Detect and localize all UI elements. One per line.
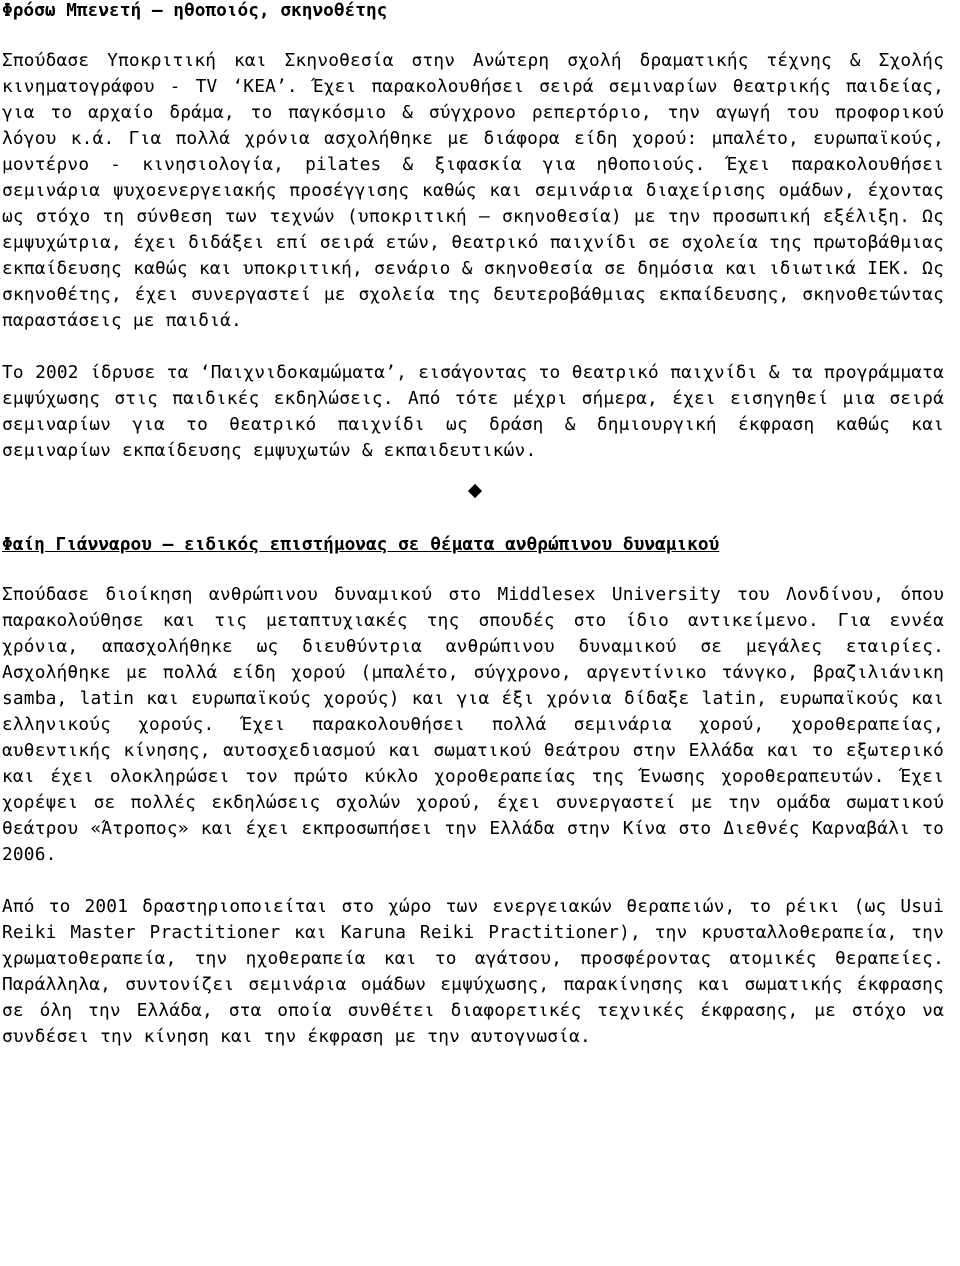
paragraph: Σπούδασε διοίκηση ανθρώπινου δυναμικού στο Middlesex University του Λονδίνου, όπου παρακολούθησε και τις μεταπτυχιακές της σπουδές στο ίδιο αντικείμενο. Για εννέα χρόνια, απασχολήθηκε ως διευθύντρια ανθρώπινου δυναμικού σε μεγάλες εταιρίες. Ασχολήθηκε με πολλά είδη χορού (μπαλέτο, σύγχρονο, αργεντίνικο τάνγκο, βραζιλιάνικη samba, latin και ευρωπαϊκούς χορούς) και για έξι χρόνια δίδαξε latin, ευρωπαϊκούς και ελληνικούς χορούς. Έχει παρακολουθήσει πολλά σεμινάρια χορού, χοροθεραπείας, αυθεντικής κίνησης, αυτοσχεδιασμού και σωματικού θεάτρου στην Ελλάδα και το εξωτερικό και έχει ολοκληρώσει τον πρώτο κύκλο χοροθεραπείας της Ένωσης χοροθεραπευτών. Έχει χορέψει σε πολλές εκδηλώσεις σχολών χορού, έχει συνεργαστεί με την ομάδα σωματικού θεάτρου «Άτροπος» και έχει εκπροσωπήσει την Ελλάδα στην Κίνα στο Διεθνές Καρναβάλι το 2006. xyxy=(2,584,944,865)
paragraph: Το 2002 ίδρυσε τα ‘Παιχνιδοκαμώματα’, εισάγοντας το θεατρικό παιχνίδι & τα προγράμματα εμψύχωσης στις παιδικές εκδηλώσεις. Από τότε μέχρι σήμερα, έχει εισηγηθεί μια σειρά σεμιναρίων για το θεατρικό παιχνίδι ως δράση & δημιουργική έκφραση καθώς και σεμιναρίων εκπαίδευσης εμψυχωτών & εκπαιδευτικών. xyxy=(2,362,944,461)
paragraph: Σπούδασε Υποκριτική και Σκηνοθεσία στην Ανώτερη σχολή δραματικής τέχνης & Σχολής κινηματογράφου - TV ‘ΚΕΑ’. Έχει παρακολουθήσει σειρά σεμιναρίων θεατρικής παιδείας, για το αρχαίο δράμα, το παγκόσμιο & σύγχρονο ρεπερτόριο, την αγωγή του προφορικού λόγου κ.ά. Για πολλά χρόνια ασχολήθηκε με διάφορα είδη χορού: μπαλέτο, ευρωπαϊκούς, μοντέρνο - κινησιολογία, pilates & ξιφασκία για ηθοποιούς. Έχει παρακολουθήσει σεμινάρια ψυχοενεργειακής προσέγγισης καθώς και σεμινάρια διαχείρισης ομάδων, έχοντας ως στόχο τη σύνθεση των τεχνών (υποκριτική – σκηνοθεσία) με την προσωπική εξέλιξη. Ως εμψυχώτρια, έχει διδάξει επί σειρά ετών, θεατρικό παιχνίδι σε σχολεία της πρωτοβάθμιας εκπαίδευσης καθώς και υποκριτική, σενάριο & σκηνοθεσία σε δημόσια και ιδιωτικά ΙΕΚ. Ως σκηνοθέτης, έχει συνεργαστεί με σχολεία της δευτεροβάθμιας εκπαίδευσης, σκηνοθετώντας παραστάσεις με παιδιά. xyxy=(2,50,944,331)
section-giannarou xyxy=(2,532,944,1050)
diamond-bullet-icon xyxy=(468,484,482,498)
section-benetis xyxy=(2,0,944,464)
section-separator xyxy=(2,464,944,516)
paragraph: Από το 2001 δραστηριοποιείται στο χώρο των ενεργειακών θεραπειών, το ρέικι (ως Usui Reiki Master Practitioner και Karuna Reiki Practitioner), την κρυσταλλοθεραπεία, την χρωματοθεραπεία, την ηχοθεραπεία και το αγάτσου, προσφέροντας ατομικές θεραπείες. Παράλληλα, συντονίζει σεμινάρια ομάδων εμψύχωσης, παρακίνησης και σωματικής έκφρασης σε όλη την Ελλάδα, στα οποία συνθέτει διαφορετικές τεχνικές έκφρασης, με στόχο να συνδέσει την κίνηση και την έκφραση με την αυτογνωσία. xyxy=(2,896,944,1047)
document-page xyxy=(2,0,944,1050)
section-heading: Φαίη Γιάνναρου – ειδικός επιστήμονας σε θέματα ανθρώπινου δυναμικού xyxy=(2,534,720,555)
section-heading: Φρόσω Μπενετή – ηθοποιός, σκηνοθέτης xyxy=(2,0,388,21)
